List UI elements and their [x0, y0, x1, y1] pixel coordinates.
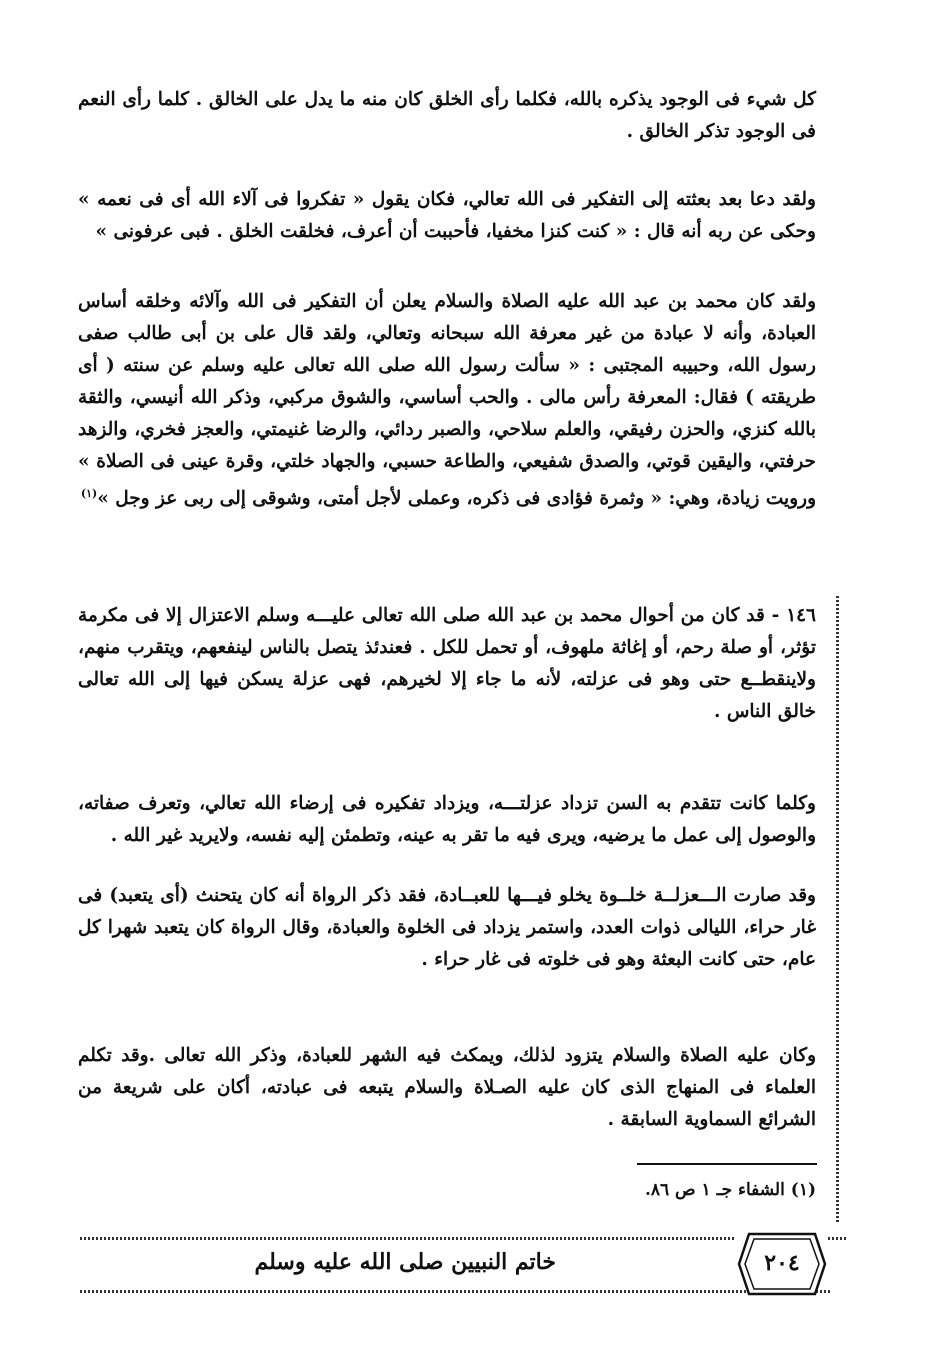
footer-dotted-rule-top [80, 1237, 736, 1240]
footnote-reference: (١) [80, 487, 98, 500]
page-number: ٢٠٤ [764, 1250, 800, 1276]
footer-dotted-rule-bottom [80, 1290, 832, 1293]
paragraph-3-text: ولقد كان محمد بن عبد الله عليه الصلاة والسلام يعلن أن التفكير فى الله وآلائه وخلقه أساس العبادة، وأنه لا عبادة من غير معرفة الله سبحانه وتعالي، ولقد قال على بن أبى طالب صفى رسول الله، وحبيبه المجتبى : « سألت رسول الله صلى الله تعالى عليه وسلم عن سنته ( أى طريقته ) فقال: المعرفة رأس مالى . والحب أساسي، والشوق مركبي، وذكر الله أنيسي، والثقة بالله كنزي، والحزن رفيقي، والعلم سلاحي، والصبر ردائي، والرضا غنيمتي، والعجز فخري، والزهد حرفتي، واليقين قوتي، والصدق شفيعي، والطاعة حسبي، والجهاد خلتي، وقرة عينى فى الصلاة » ورويت زيادة، وهي: « وثمرة فؤادى فى ذكره، وعملى لأجل أمتى، وشوقى إلى ربى عز وجل » [78, 291, 816, 510]
footer-book-title: خاتم النبيين صلى الله عليه وسلم [254, 1249, 556, 1275]
footnote: (١) الشفاء جـ ١ ص ٨٦. [644, 1180, 816, 1200]
paragraph-5: وكلما كانت تتقدم به السن تزداد عزلتـــه، ويزداد تفكيره فى إرضاء الله تعالي، وتعرف صفاته، والوصول إلى عمل ما يرضيه، ويرى فيه ما تقر به عينه، وتطمئن إليه نفسه، ولايريد غير الله . [78, 793, 816, 846]
footer-dotted-rule-right [828, 1237, 848, 1240]
footnote-separator [637, 1163, 817, 1165]
paragraph-4: ١٤٦ - قد كان من أحوال محمد بن عبد الله صلى الله تعالى عليـــه وسلم الاعتزال إلا فى مكرمة تؤثر، أو صلة رحم، أو إغاثة ملهوف، أو تحمل للكل . فعندئذ يتصل بالناس لينفعهم، ويتقرب منهم، ولاينقطــع حتى وهو فى عزلته، لأنه ما جاء إلا لخيرهم، فهى عزلة يسكن فيها إلى الله تعالى خالق الناس . [78, 605, 816, 722]
side-dotted-border [836, 596, 839, 1224]
paragraph-6: وقد صارت الـــعزلــة خلــوة يخلو فيـــها للعبــادة، فقد ذكر الرواة أنه كان يتحنث (أى يتعبد) فى غار حراء، الليالى ذوات العدد، واستمر يزداد فى الخلوة والعبادة، وقال الرواة كان يتعبد شهرا كل عام، حتى كانت البعثة وهو فى خلوته فى غار حراء . [78, 885, 816, 970]
paragraph-2: ولقد دعا بعد بعثته إلى التفكير فى الله تعالي، فكان يقول « تفكروا فى آلاء الله أى فى نعمه » وحكى عن ربه أنه قال : « كنت كنزا مخفيا، فأحببت أن أعرف، فخلقت الخلق . فبى عرفونى » [78, 189, 816, 242]
paragraph-3 [78, 286, 816, 515]
paragraph-7: وكان عليه الصلاة والسلام يتزود لذلك، ويمكث فيه الشهر للعبادة، وذكر الله تعالى .وقد تكلم العلماء فى المنهاج الذى كان عليه الصـلاة والسلام يتبعه فى عبادته، أكان على شريعة من الشرائع السماوية السابقة . [78, 1045, 816, 1130]
paragraph-1: كل شيء فى الوجود يذكره بالله، فكلما رأى الخلق كان منه ما يدل على الخالق . كلما رأى النعم فى الوجود تذكر الخالق . [78, 89, 816, 142]
